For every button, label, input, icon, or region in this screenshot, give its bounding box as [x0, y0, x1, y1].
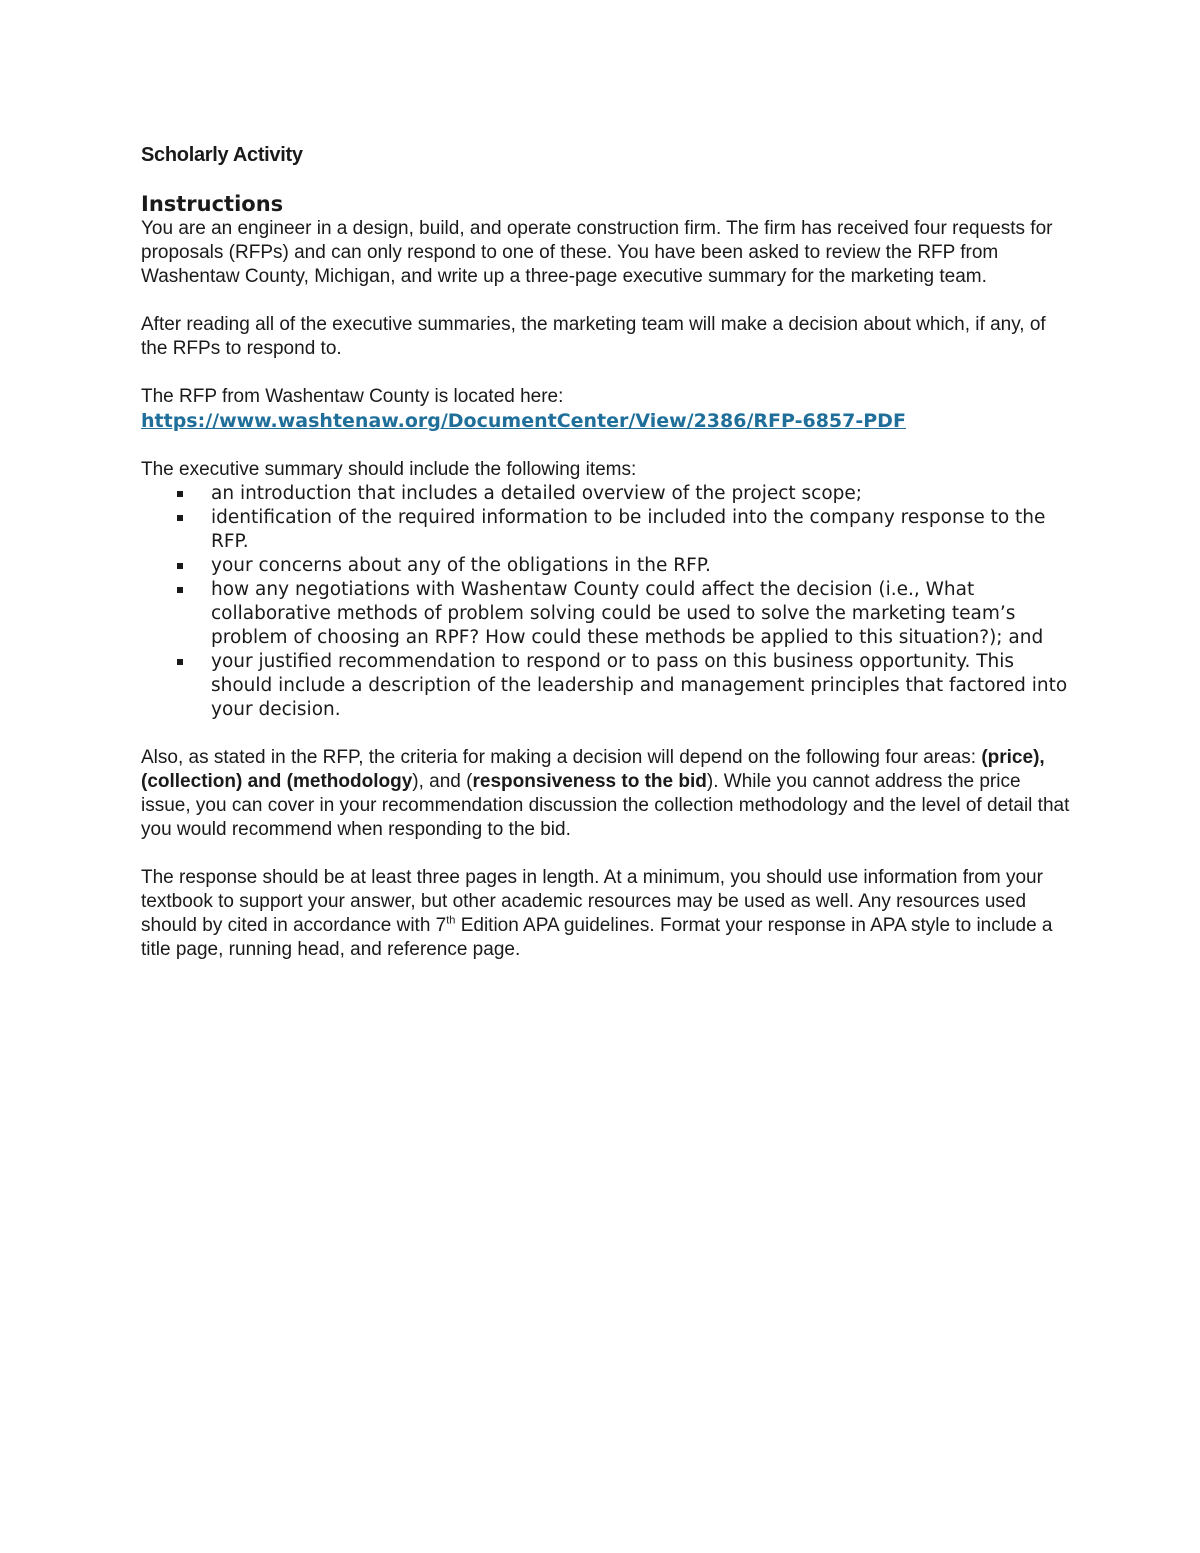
instructions-heading: Instructions	[141, 192, 284, 216]
criteria-paragraph: Also, as stated in the RFP, the criteria for making a decision will depend on the following four areas: (price), (collection) and (methodology), and (responsiveness to the bid). While you cannot address the price issue, you can cover in your recommendation discussion the collection methodology and the level of detail that you would recommend when responding to the bid.	[141, 747, 1070, 840]
list-item: your concerns about any of the obligations in the RFP.	[141, 554, 1071, 578]
rfp-location-paragraph	[141, 385, 1071, 434]
document-page	[141, 141, 1071, 962]
list-item: an introduction that includes a detailed overview of the project scope;	[141, 482, 1071, 506]
list-item: identification of the required information to be included into the company response to the RFP.	[141, 506, 1071, 554]
requirements-list	[141, 482, 1071, 722]
square-bullet-icon	[177, 659, 183, 665]
document-title: Scholarly Activity	[141, 144, 303, 166]
square-bullet-icon	[177, 515, 183, 521]
intro-paragraph: You are an engineer in a design, build, and operate construction firm. The firm has received four requests for proposals (RFPs) and can only respond to one of these. You have been asked to review the RFP from Washentaw County, Michigan, and write up a three-page executive summary for the marketing team.	[141, 218, 1053, 287]
square-bullet-icon	[177, 563, 183, 569]
list-item: how any negotiations with Washentaw County could affect the decision (i.e., What collaborative methods of problem solving could be used to solve the marketing team’s problem of choosing an RPF? How could these methods be applied to this situation?); and	[141, 578, 1071, 650]
square-bullet-icon	[177, 587, 183, 593]
list-intro: The executive summary should include the following items:	[141, 459, 637, 480]
square-bullet-icon	[177, 491, 183, 497]
response-paragraph: The response should be at least three pages in length. At a minimum, you should use information from your textbook to support your answer, but other academic resources may be used as well. Any resources used should by cited in accordance with 7th Edition APA guidelines. Format your response in APA style to include a title page, running head, and reference page.	[141, 867, 1053, 960]
rfp-link[interactable]: https://www.washtenaw.org/DocumentCenter/View/2386/RFP-6857-PDF	[141, 410, 906, 432]
list-item: your justified recommendation to respond or to pass on this business opportunity. This should include a description of the leadership and management principles that factored into your decision.	[141, 650, 1071, 722]
rfp-location-text: The RFP from Washentaw County is located here:	[141, 386, 564, 407]
decision-paragraph: After reading all of the executive summaries, the marketing team will make a decision about which, if any, of the RFPs to respond to.	[141, 314, 1046, 359]
